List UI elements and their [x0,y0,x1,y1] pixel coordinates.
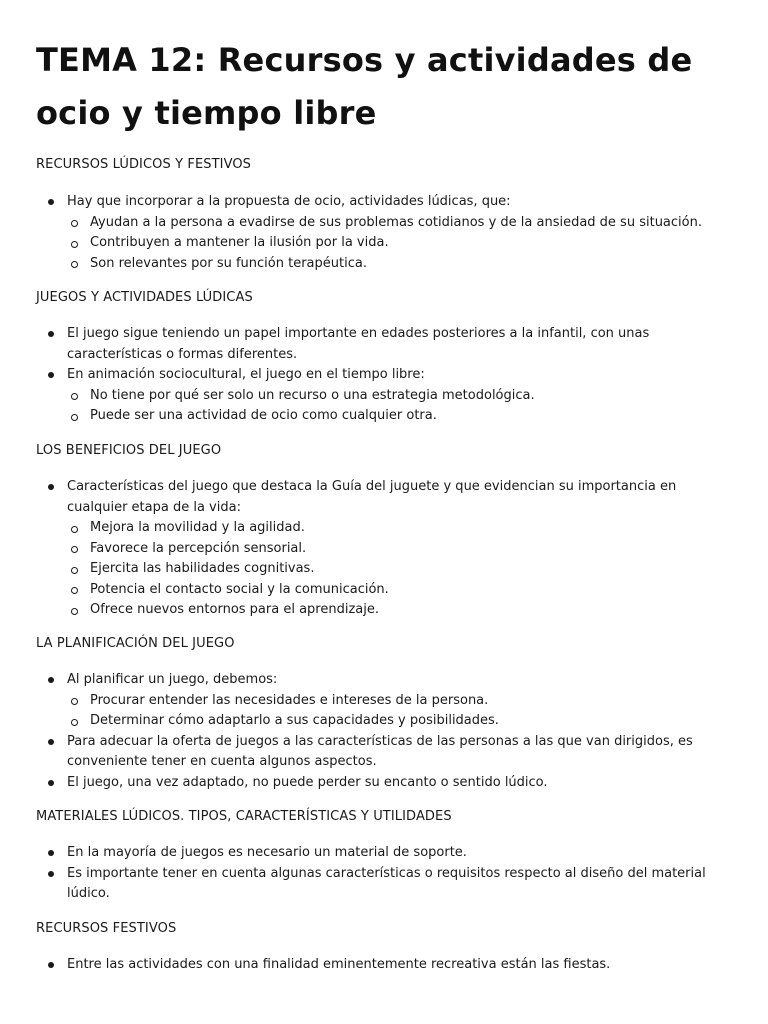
list-item-text: Características del juego que destaca la Guía del juguete y que evidencian su importancia en cualquier etapa de la vida: [67,479,677,515]
sublist-item: Ejercita las habilidades cognitivas. [67,559,726,580]
section-list-beneficios-juego [36,477,726,621]
list-item [36,365,726,427]
list-item: En la mayoría de juegos es necesario un material de soporte. [36,843,726,864]
sublist-item: Contribuyen a mantener la ilusión por la vida. [67,233,726,254]
section-list-materiales-ludicos [36,843,726,905]
sublist-item: Potencia el contacto social y la comunicación. [67,580,726,601]
section-heading-juegos-actividades: JUEGOS Y ACTIVIDADES LÚDICAS [36,290,253,305]
sublist-item: Favorece la percepción sensorial. [67,539,726,560]
sublist [67,691,726,732]
sublist [67,213,726,275]
sublist [67,518,726,621]
section-list-recursos-festivos [36,955,726,976]
sublist-item: Determinar cómo adaptarlo a sus capacidades y posibilidades. [67,711,726,732]
sublist-item: No tiene por qué ser solo un recurso o una estrategia metodológica. [67,386,726,407]
section-list-recursos-ludicos [36,192,726,274]
sublist-item: Procurar entender las necesidades e intereses de la persona. [67,691,726,712]
page-title: TEMA 12: Recursos y actividades de ocio y tiempo libre [36,41,693,132]
sublist [67,386,726,427]
sublist-item: Mejora la movilidad y la agilidad. [67,518,726,539]
sublist-item: Son relevantes por su función terapéutica. [67,254,726,275]
sublist-item: Ofrece nuevos entornos para el aprendizaje. [67,600,726,621]
section-heading-recursos-ludicos: RECURSOS LÚDICOS Y FESTIVOS [36,157,252,172]
list-item [36,192,726,274]
list-item: El juego, una vez adaptado, no puede perder su encanto o sentido lúdico. [36,773,726,794]
section-list-planificacion-juego [36,670,726,793]
section-heading-planificacion-juego: LA PLANIFICACIÓN DEL JUEGO [36,636,235,651]
sublist-item: Puede ser una actividad de ocio como cualquier otra. [67,406,726,427]
sublist-item: Ayudan a la persona a evadirse de sus problemas cotidianos y de la ansiedad de su situación. [67,213,726,234]
list-item: Es importante tener en cuenta algunas características o requisitos respecto al diseño del material lúdico. [36,864,726,905]
section-heading-beneficios-juego: LOS BENEFICIOS DEL JUEGO [36,443,222,458]
list-item-text: En animación sociocultural, el juego en el tiempo libre: [67,367,425,382]
section-heading-recursos-festivos: RECURSOS FESTIVOS [36,921,177,936]
section-heading-materiales-ludicos: MATERIALES LÚDICOS. TIPOS, CARACTERÍSTICAS Y UTILIDADES [36,809,452,824]
list-item [36,477,726,621]
list-item-text: Al planificar un juego, debemos: [67,672,278,687]
list-item [36,670,726,732]
list-item: El juego sigue teniendo un papel importante en edades posteriores a la infantil, con unas características o formas diferentes. [36,324,726,365]
list-item: Para adecuar la oferta de juegos a las características de las personas a las que van dirigidos, es conveniente tener en cuenta algunos aspectos. [36,732,726,773]
list-item-text: Hay que incorporar a la propuesta de ocio, actividades lúdicas, que: [67,194,511,209]
section-list-juegos-actividades [36,324,726,427]
list-item: Entre las actividades con una finalidad eminentemente recreativa están las fiestas. [36,955,726,976]
